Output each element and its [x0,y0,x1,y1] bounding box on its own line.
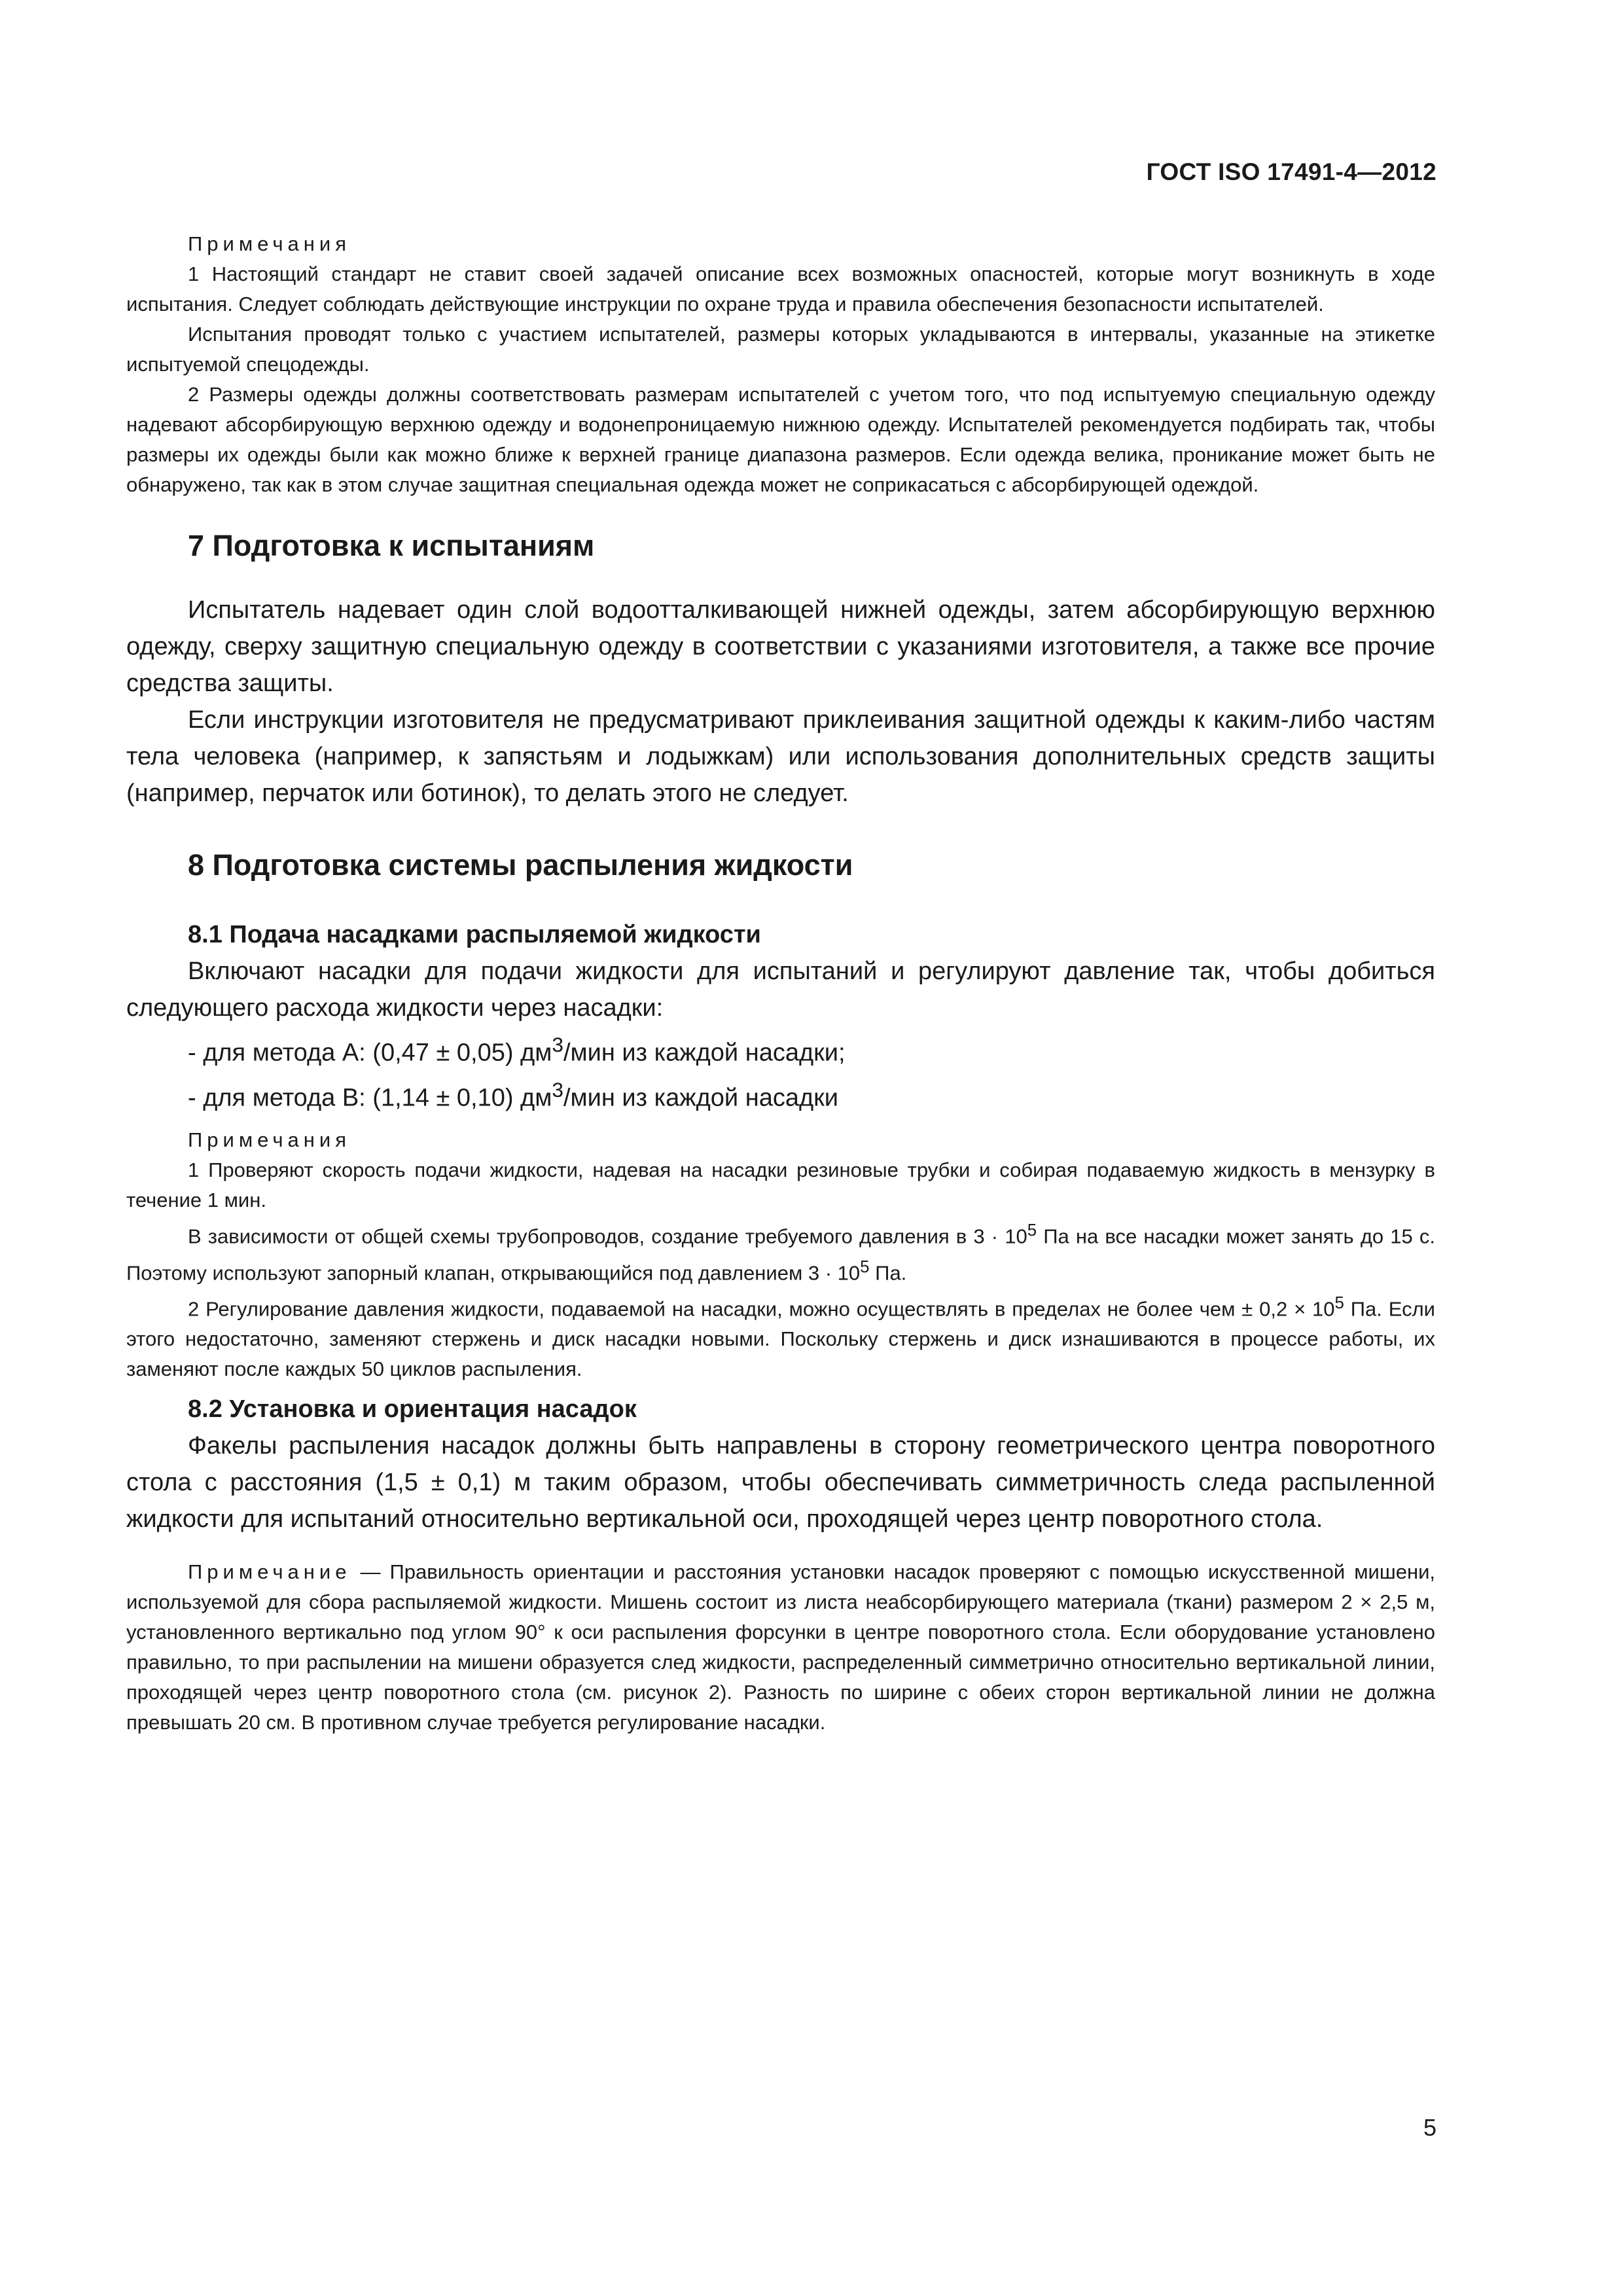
body-paragraph: Испытатель надевает один слой водоотталкивающей нижней одежды, затем абсорбирующую верхнюю одежду, сверху защитную специальную одежду в соответствии с указаниями изготовителя, а также все прочие средства защиты. [126,596,1435,697]
notes-title: Примечания [188,1128,351,1152]
note-paragraph [126,1557,1435,1738]
page-content [126,229,1435,1738]
section-heading-7: 7 Подготовка к испытаниям [188,529,595,562]
exponent: 5 [860,1257,870,1276]
exponent: 5 [1334,1293,1344,1312]
note-paragraph: 1 Проверяют скорость подачи жидкости, надевая на насадки резиновые трубки и собирая подаваемую жидкость в мензурку в течение 1 мин. [126,1158,1435,1212]
note-text: 2 Регулирование давления жидкости, подаваемой на насадки, можно осуществлять в пределах не более чем ± 0,2 × 10 [188,1297,1335,1321]
document-header: ГОСТ ISO 17491-4—2012 [1146,158,1436,185]
section-heading-8: 8 Подготовка системы распыления жидкости [188,848,853,882]
body-paragraph: Если инструкции изготовителя не предусматривают приклеивания защитной одежды к каким-либо частям тела человека (например, к запястьям и лодыжкам) или использования дополнительных средств защиты (например, перчаток или ботинок), то делать этого не следует. [126,706,1435,807]
subsection-heading-8-1: 8.1 Подача насадками распыляемой жидкости [188,921,761,948]
note-paragraph [126,1215,1435,1288]
unit-exponent: 3 [552,1033,563,1056]
note-label: Примечание [188,1560,351,1584]
note-paragraph: 1 Настоящий стандарт не ставит своей задачей описание всех возможных опасностей, которые могут возникнуть в ходе испытания. Следует соблюдать действующие инструкции по охране труда и правила обеспечения безопасности испытателей. [126,262,1435,315]
subsection-heading-8-2: 8.2 Установка и ориентация насадок [188,1395,637,1424]
note-text: Па на все насадки может занять до 15 с. Поэтому используют запорный клапан, открывающийся под давлением 3 · 10 [126,1225,1435,1284]
note-paragraph [126,1288,1435,1384]
note-text: В зависимости от общей схемы трубопроводов, создание требуемого давления в 3 · 10 [188,1225,1027,1248]
list-item-text: - для метода В: (1,14 ± 0,10) дм [188,1084,552,1112]
list-item-text: /мин из каждой насадки [563,1084,838,1112]
list-item-text: /мин из каждой насадки; [563,1039,846,1067]
list-item-method-b [126,1071,1435,1117]
list-item-text: - для метода А: (0,47 ± 0,05) дм [188,1039,552,1067]
unit-exponent: 3 [552,1077,563,1102]
notes-title: Примечания [188,232,351,255]
page-number: 5 [1423,2114,1436,2141]
note-paragraph: 2 Размеры одежды должны соответствовать размерам испытателей с учетом того, что под испытуемую специальную одежду надевают абсорбирующую верхнюю одежду и водонепроницаемую нижнюю одежду. Испытателей рекомендуется подбирать так, чтобы размеры их одежды были как можно ближе к верхней границе диапазона размеров. Если одежда велика, проникание может быть не обнаружено, так как в этом случае защитная специальная одежда может не соприкасаться с абсорбирующей одеждой. [126,383,1435,496]
body-paragraph: Факелы распыления насадок должны быть направлены в сторону геометрического центра поворотного стола с расстояния (1,5 ± 0,1) м таким образом, чтобы обеспечивать симметричность следа распыленной жидкости для испытаний относительно вертикальной оси, проходящей через центр поворотного стола. [126,1432,1435,1534]
note-text: Па. [869,1261,907,1284]
note-text: — Правильность ориентации и расстояния установки насадок проверяют с помощью искусственной мишени, используемой для сбора распыляемой жидкости. Мишень состоит из листа неабсорбирующего материала (ткани) размером 2 × 2,5 м, установленного вертикально под углом 90° к оси распыления форсунки в центре поворотного стола. Если оборудование установлено правильно, то при распылении на мишени образуется след жидкости, распределенный симметрично относительно вертикальной линии, проходящей через центр поворотного стола (см. рисунок 2). Разность по ширине с обеих сторон вертикальной линии не должна превышать 20 см. В противном случае требуется регулирование насадки. [126,1560,1435,1734]
body-paragraph: Включают насадки для подачи жидкости для испытаний и регулируют давление так, чтобы добиться следующего расхода жидкости через насадки: [126,958,1435,1022]
list-item-method-a [126,1026,1435,1071]
note-paragraph: Испытания проводят только с участием испытателей, размеры которых укладываются в интервалы, указанные на этикетке испытуемой спецодежды. [126,323,1435,376]
note-text: Па. Если этого недостаточно, заменяют стержень и диск насадки новыми. Поскольку стержень и диск изнашиваются в процессе работы, их заменяют после каждых 50 циклов распыления. [126,1297,1435,1381]
exponent: 5 [1027,1221,1037,1240]
